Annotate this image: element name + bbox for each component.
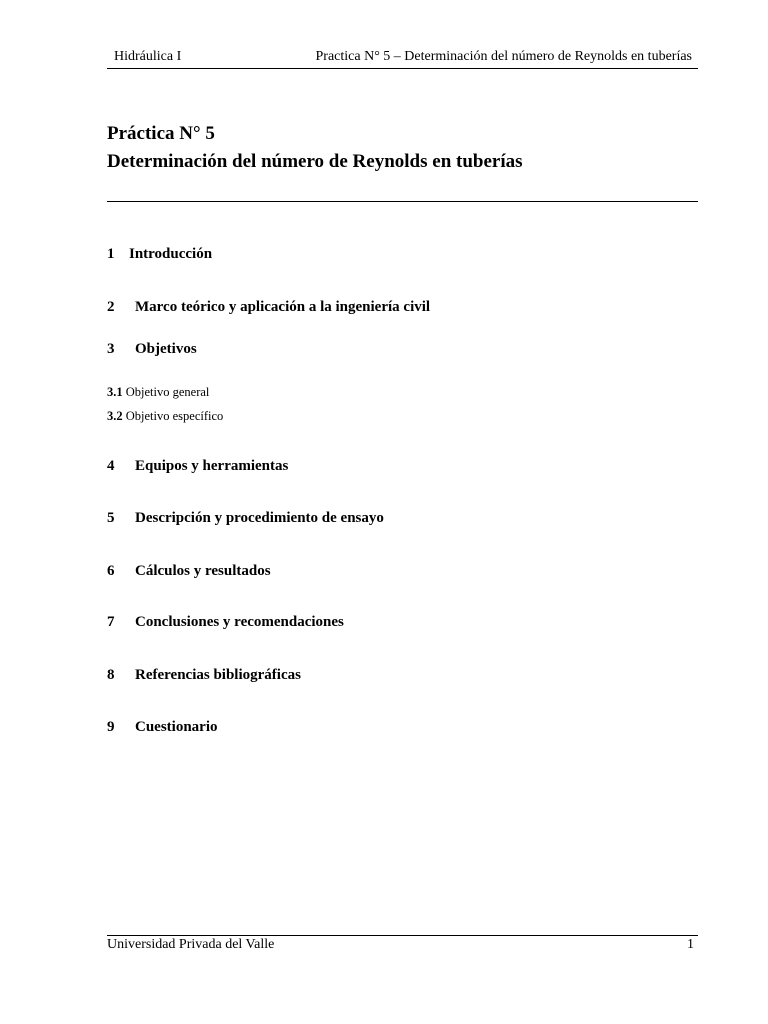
header-course-name: Hidráulica I [114, 49, 182, 64]
section-number: 3 [107, 341, 115, 357]
section-number: 4 [107, 458, 115, 474]
section-label: Objetivos [135, 341, 197, 357]
subsection-number: 3.2 [107, 409, 123, 423]
section-number: 6 [107, 563, 115, 579]
section-heading-conclusiones [107, 614, 344, 631]
title-line-topic: Determinación del número de Reynolds en tuberías [107, 151, 523, 172]
section-heading-referencias [107, 667, 301, 684]
section-number: 1 [107, 246, 115, 262]
section-number: 9 [107, 719, 115, 735]
subsection-heading-objetivo-general [107, 385, 209, 400]
section-heading-equipos [107, 458, 289, 475]
section-label: Cálculos y resultados [135, 563, 271, 579]
title-line-practice-number: Práctica N° 5 [107, 123, 215, 144]
subsection-label: Objetivo general [125, 385, 210, 399]
header-practice-title: Practica N° 5 – Determinación del número de Reynolds en tuberías [315, 49, 692, 64]
subsection-heading-objetivo-especifico [107, 409, 223, 424]
footer-university-name: Universidad Privada del Valle [107, 937, 275, 952]
section-number: 8 [107, 667, 115, 683]
section-number: 5 [107, 510, 115, 526]
section-label: Referencias bibliográficas [135, 667, 301, 683]
section-heading-descripcion [107, 510, 384, 527]
section-label: Descripción y procedimiento de ensayo [135, 510, 384, 526]
section-number: 7 [107, 614, 115, 630]
section-number: 2 [107, 299, 115, 315]
section-label: Equipos y herramientas [135, 458, 289, 474]
document-title [107, 120, 698, 176]
section-heading-objetivos [107, 341, 197, 358]
section-label: Introducción [129, 246, 213, 262]
page-footer [107, 935, 698, 952]
section-label: Cuestionario [135, 719, 218, 735]
section-label: Marco teórico y aplicación a la ingeniería civil [135, 299, 431, 315]
section-heading-introduccion [107, 246, 213, 263]
page-header [107, 48, 698, 69]
subsection-number: 3.1 [107, 385, 123, 399]
section-label: Conclusiones y recomendaciones [135, 614, 344, 630]
title-divider [107, 201, 698, 202]
section-heading-marco-teorico [107, 299, 431, 316]
section-heading-calculos [107, 563, 271, 580]
subsection-label: Objetivo específico [125, 409, 224, 423]
section-heading-cuestionario [107, 719, 218, 736]
page-number: 1 [687, 937, 694, 952]
